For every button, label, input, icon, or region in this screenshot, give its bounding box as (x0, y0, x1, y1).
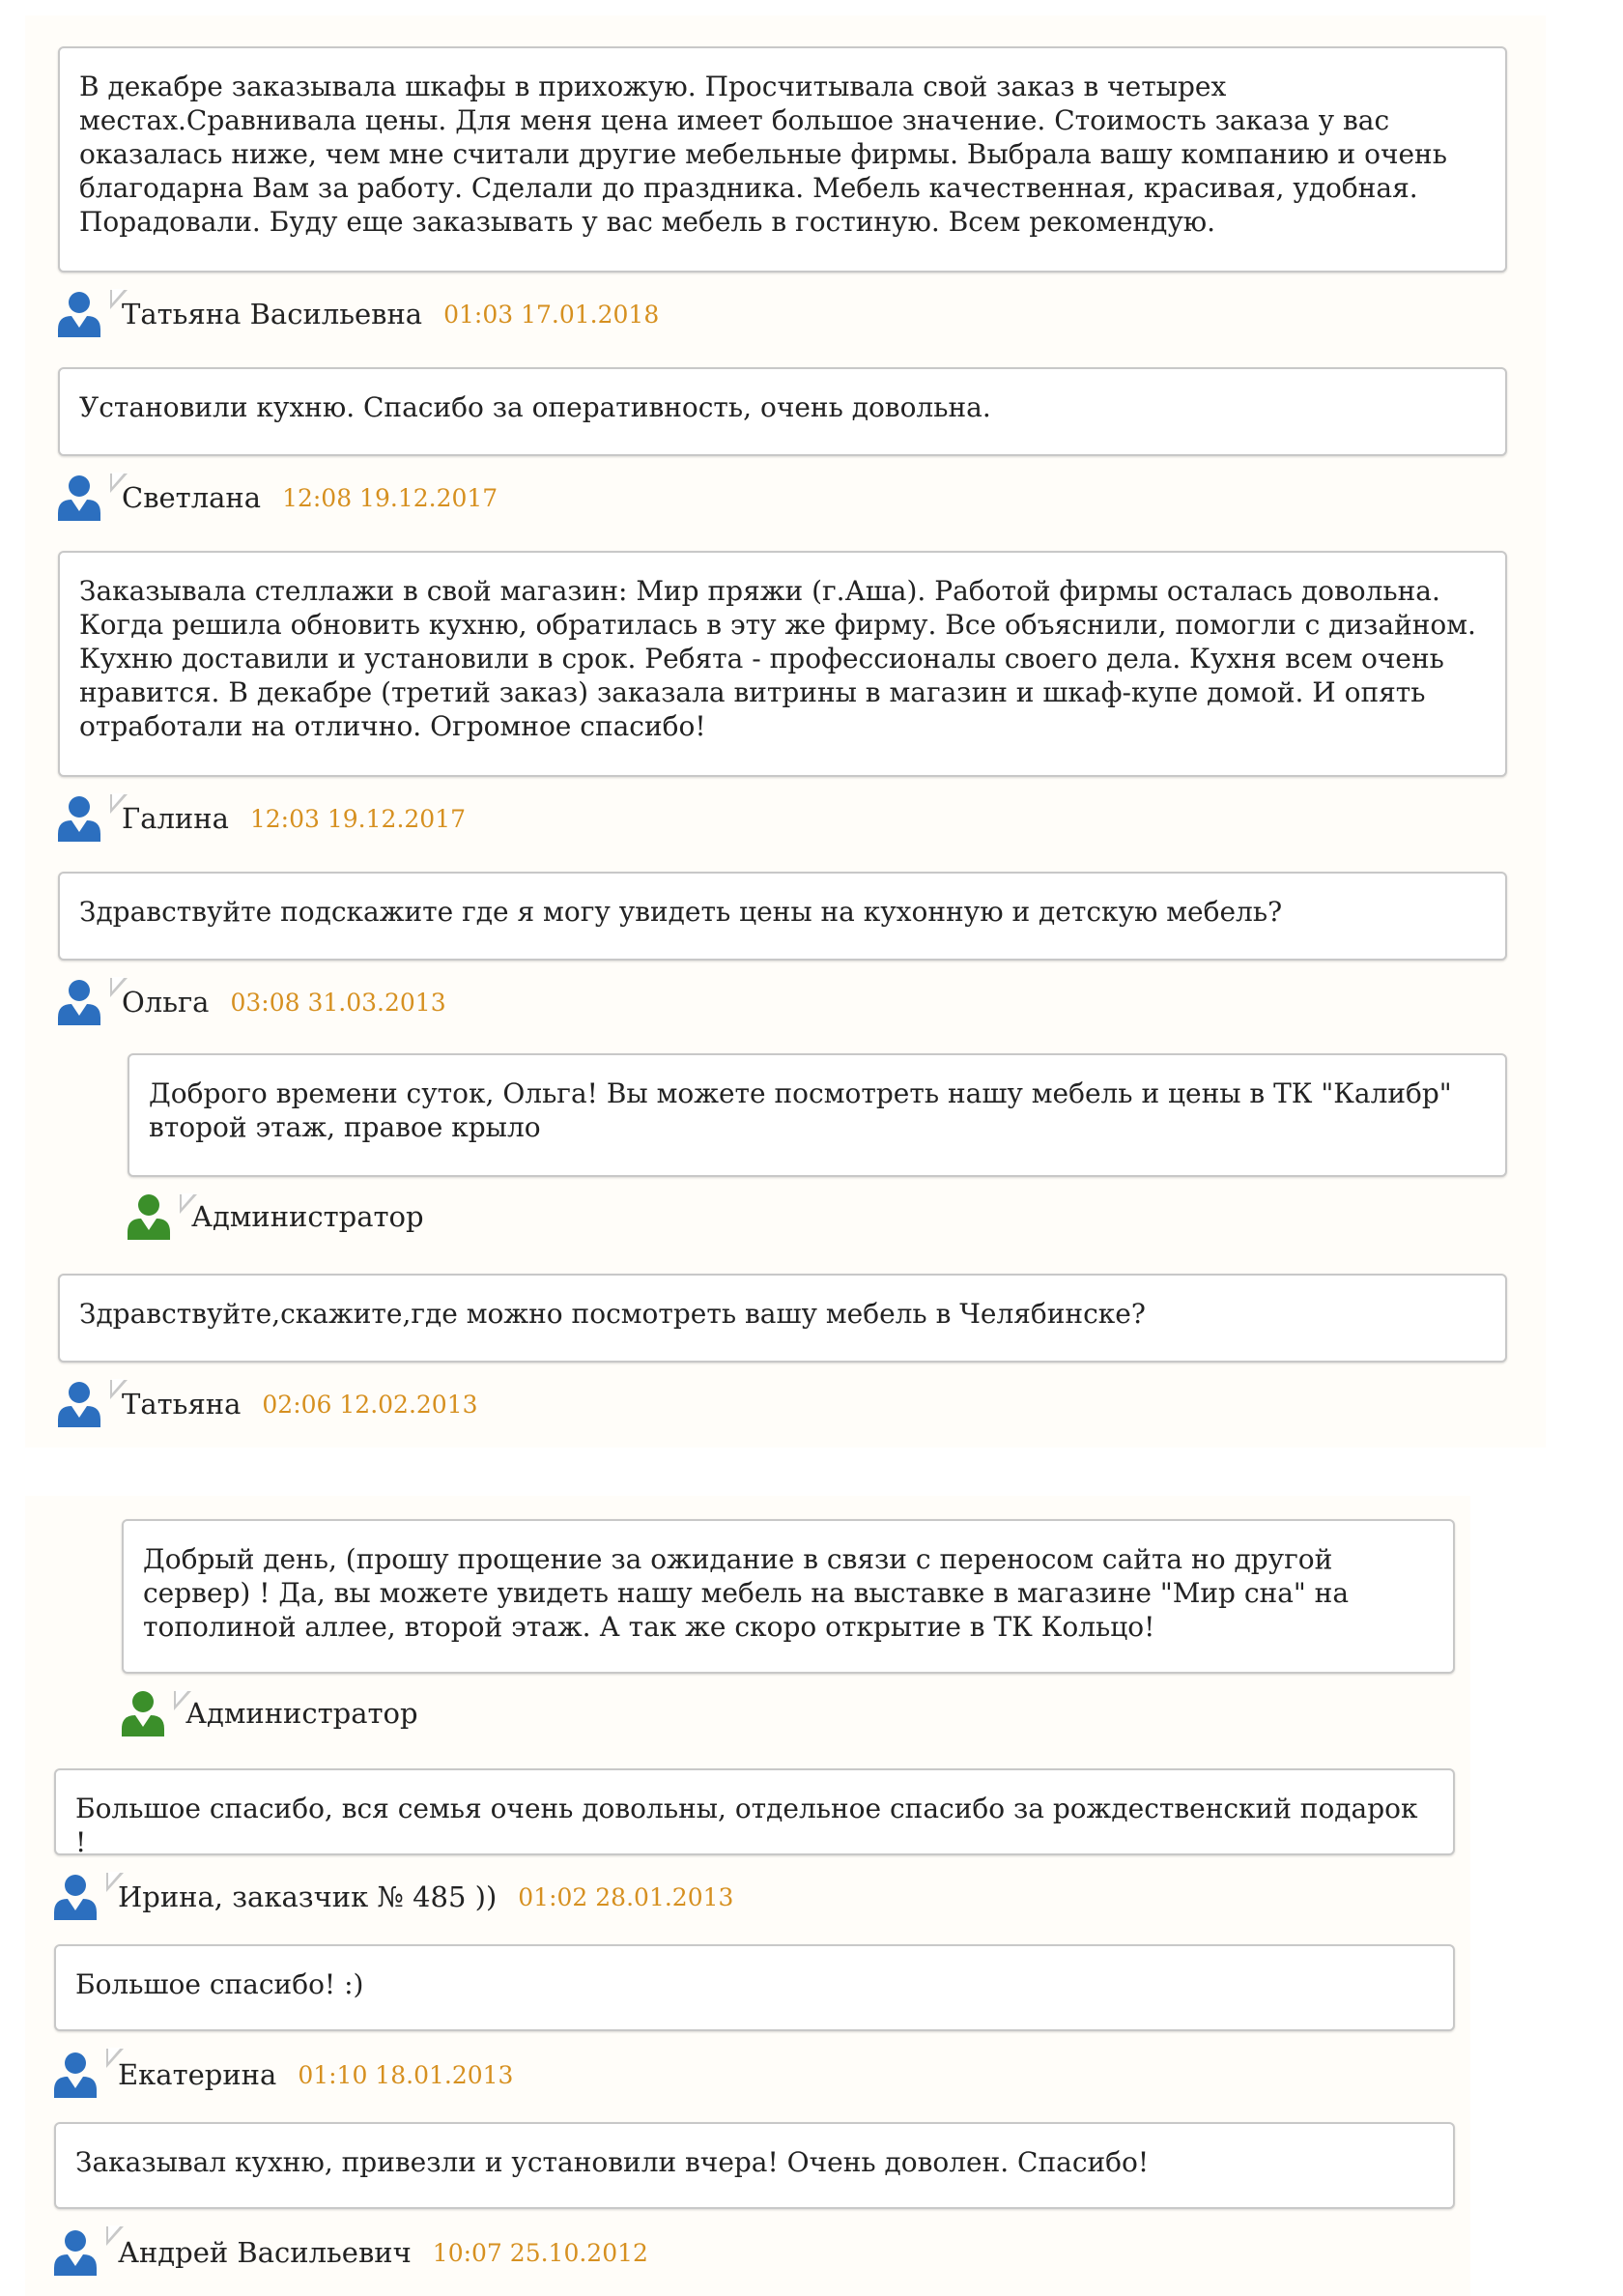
review-bubble (54, 2122, 1455, 2209)
user-icon (54, 2229, 97, 2276)
review-bubble (58, 367, 1507, 456)
author-name: Администратор (191, 1200, 424, 1233)
user-icon (58, 291, 100, 337)
author-name: Екатерина (118, 2058, 277, 2091)
user-icon (58, 1381, 100, 1427)
user-icon (58, 474, 100, 521)
review-bubble (58, 46, 1507, 273)
review-text: Заказывала стеллажи в свой магазин: Мир пряжи (г.Аша). Работой фирмы осталась довольна. Когда решила обновить кухню, обратилась в эту же фирму. Все объяснили, помогли с дизайном. Кухню доставили и установили в срок. Ребята - профессионалы своего дела. Кухня всем очень нравится. В декабре (третий заказ) заказала витрины в магазин и шкаф-купе домой. И опять отработали на отлично. Огромное спасибо! (79, 575, 1476, 742)
author-name: Ирина, заказчик № 485 )) (118, 1880, 498, 1913)
review-author (58, 1380, 478, 1428)
admin-author (128, 1192, 424, 1241)
admin-reply-bubble (122, 1519, 1455, 1674)
post-time: 03:08 31.03.2013 (230, 988, 446, 1017)
reply-text: Доброго времени суток, Ольга! Вы можете посмотреть нашу мебель и цены в ТК "Калибр" второй этаж, правое крыло (149, 1077, 1452, 1143)
reviews-panel-bottom (25, 1496, 1470, 2296)
review-bubble (54, 1944, 1455, 2031)
reviews-panel-top (25, 15, 1546, 1448)
user-icon (58, 979, 100, 1025)
post-time: 01:03 17.01.2018 (443, 300, 660, 329)
post-time: 12:03 19.12.2017 (249, 804, 467, 833)
admin-user-icon (122, 1690, 164, 1736)
review-author (54, 1873, 733, 1921)
admin-user-icon (128, 1193, 170, 1240)
review-text: В декабре заказывала шкафы в прихожую. Просчитывала свой заказ в четырех местах.Сравнивала цены. Для меня цена имеет большое значение. Стоимость заказа у вас оказалась ниже, чем мне считали другие мебельные фирмы. Выбрала вашу компанию и очень благодарна Вам за работу. Сделали до праздника. Мебель качественная, красивая, удобная. Порадовали. Буду еще заказывать у вас мебель в гостиную. Всем рекомендую. (79, 71, 1447, 238)
author-name: Татьяна (122, 1388, 242, 1421)
user-icon (54, 2052, 97, 2098)
review-text: Установили кухню. Спасибо за оперативность, очень довольна. (79, 391, 991, 423)
user-icon (58, 795, 100, 842)
user-icon (54, 1874, 97, 1920)
post-time: 02:06 12.02.2013 (262, 1390, 478, 1419)
author-name: Андрей Васильевич (118, 2236, 412, 2269)
review-author (54, 2051, 513, 2099)
review-author (58, 290, 659, 338)
review-text: Большое спасибо! :) (75, 1968, 364, 2000)
post-time: 01:02 28.01.2013 (518, 1882, 734, 1911)
review-author (58, 794, 466, 843)
author-name: Галина (122, 802, 229, 835)
review-bubble (58, 1274, 1507, 1363)
review-bubble (58, 872, 1507, 961)
reply-text: Добрый день, (прошу прощение за ожидание в связи с переносом сайта но другой сервер) ! Да, вы можете увидеть нашу мебель на выставке в магазине "Мир сна" на тополиной аллее, второй этаж. А так же скоро открытие в ТК Кольцо! (143, 1543, 1350, 1643)
author-name: Администратор (185, 1697, 418, 1730)
post-time: 01:10 18.01.2013 (298, 2060, 514, 2089)
admin-reply-bubble (128, 1053, 1507, 1177)
review-bubble (54, 1768, 1455, 1858)
review-text: Здравствуйте подскажите где я могу увидеть цены на кухонную и детскую мебель? (79, 896, 1283, 928)
review-author (54, 2228, 648, 2277)
author-name: Светлана (122, 481, 262, 514)
review-text: Здравствуйте,скажите,где можно посмотреть вашу мебель в Челябинске? (79, 1298, 1146, 1330)
review-text: Большое спасибо, вся семья очень довольны, отдельное спасибо за рождественский подарок ! (75, 1793, 1418, 1858)
post-time: 12:08 19.12.2017 (282, 483, 498, 512)
author-name: Татьяна Васильевна (122, 298, 423, 330)
review-text: Заказывал кухню, привезли и установили вчера! Очень доволен. Спасибо! (75, 2146, 1150, 2178)
post-time: 10:07 25.10.2012 (432, 2238, 648, 2267)
review-bubble (58, 551, 1507, 777)
author-name: Ольга (122, 986, 210, 1019)
admin-author (122, 1689, 418, 1737)
review-author (58, 474, 498, 522)
review-author (58, 978, 446, 1026)
